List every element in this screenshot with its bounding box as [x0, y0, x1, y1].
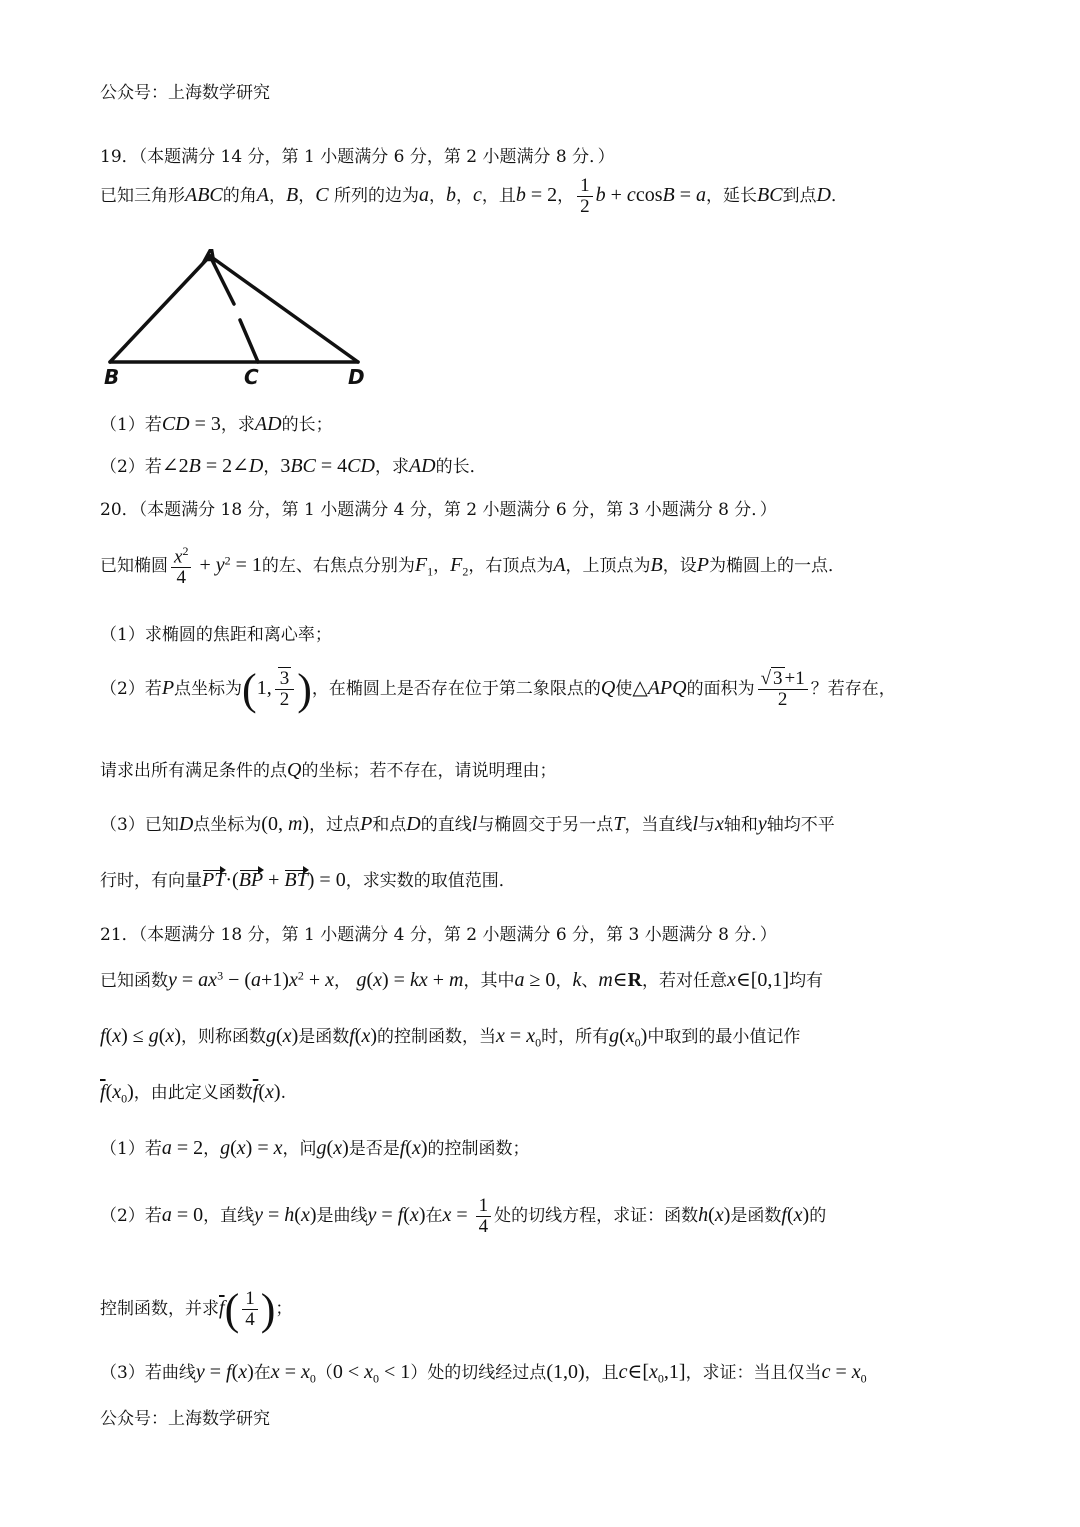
- q20-stem: 已知椭圆 $\frac{x^2}{4}$ + $y^2 = 1$的左、右焦点分别为$F_1$，$F_2$，右顶点为A，上顶点为B，设P为椭圆上的一点．: [100, 544, 845, 589]
- q21-part3: （3）若曲线y = f(x)在$x = x_0(0 < x_0 < 1)$处的切线经过点(1,0)，且$c\in[x_0,1]$，求证：当且仅当$c = x_0$: [100, 1361, 867, 1386]
- q20-part2-cont: 请求出所有满足条件的点Q的坐标；若不存在，请说明理由；: [100, 759, 557, 781]
- q21-part1: （1）若a = 2，g(x) = x，问g(x)是否是f(x)的控制函数；: [100, 1137, 530, 1159]
- q21-stem-1: 已知函数$y = ax^3 - (a+1)x^2 + x$， g(x) = kx + m，其中a ≥ 0，k、m∈R，若对任意x∈[0,1]均有: [100, 968, 824, 991]
- q21-stem-3: $\overline{f}(x_0)$，由此定义函数$\overline{f}(x)$.: [100, 1081, 286, 1106]
- q20-part3: （3）已知D点坐标为(0, m)，过点P和点D的直线l与椭圆交于另一点T，当直线l与x轴和y轴均不平: [100, 813, 835, 835]
- q19-part1: （1）若CD = 3，求AD的长；: [100, 413, 333, 435]
- vertex-label-d: D: [348, 365, 365, 389]
- q19-heading: 19．（本题满分 14 分，第 1 小题满分 6 分，第 2 小题满分 8 分．）: [100, 147, 615, 167]
- vertex-label-c: C: [244, 365, 259, 389]
- q20-part2: （2）若P点坐标为(1, $\frac{3}{2}$ )，在椭圆上是否存在位于第二象限点的Q使△APQ的面积为 $\frac{√ 3 +1}{2}$ ？若存在，: [100, 665, 896, 714]
- q20-part3-cont: 行时，有向量PT·(BP + BT) = 0，求实数的取值范围．: [100, 869, 516, 891]
- page-header: 公众号：上海数学研究: [100, 83, 270, 103]
- vertex-label-b: B: [104, 365, 120, 389]
- page-footer: 公众号：上海数学研究: [100, 1409, 270, 1429]
- q21-part2: （2）若a = 0，直线y = h(x)是曲线y = f(x)在x = $\frac{1}{4}$ 处的切线方程，求证：函数h(x)是函数f(x)的: [100, 1195, 827, 1237]
- q21-part2-cont: 控制函数，并求$\overline{f}$( $\frac{1}{4}$ )；: [100, 1285, 293, 1334]
- q19-part2: （2）若∠2B = 2∠D，3BC = 4CD，求AD的长．: [100, 455, 487, 477]
- q20-part1: （1）求椭圆的焦距和离心率；: [100, 625, 332, 645]
- q21-heading: 21．（本题满分 18 分，第 1 小题满分 4 分，第 2 小题满分 6 分，第 3 小题满分 8 分．）: [100, 925, 777, 945]
- q19-stem: 已知三角形ABC的角A，B，C 所列的边为a，b，c，且b = 2， $\frac{1}{2}$ b + ccosB = a，延长BC到点D．: [100, 175, 848, 217]
- triangle-figure: [100, 244, 380, 389]
- vertex-label-a: A: [202, 245, 218, 269]
- q20-heading: 20．（本题满分 18 分，第 1 小题满分 4 分，第 2 小题满分 6 分，第 3 小题满分 8 分．）: [100, 500, 777, 520]
- q21-stem-2: f(x) ≤ g(x)，则称函数g(x)是函数f(x)的控制函数，当$x = x_0$时，所有$g(x_0)$中取到的最小值记作: [100, 1025, 801, 1050]
